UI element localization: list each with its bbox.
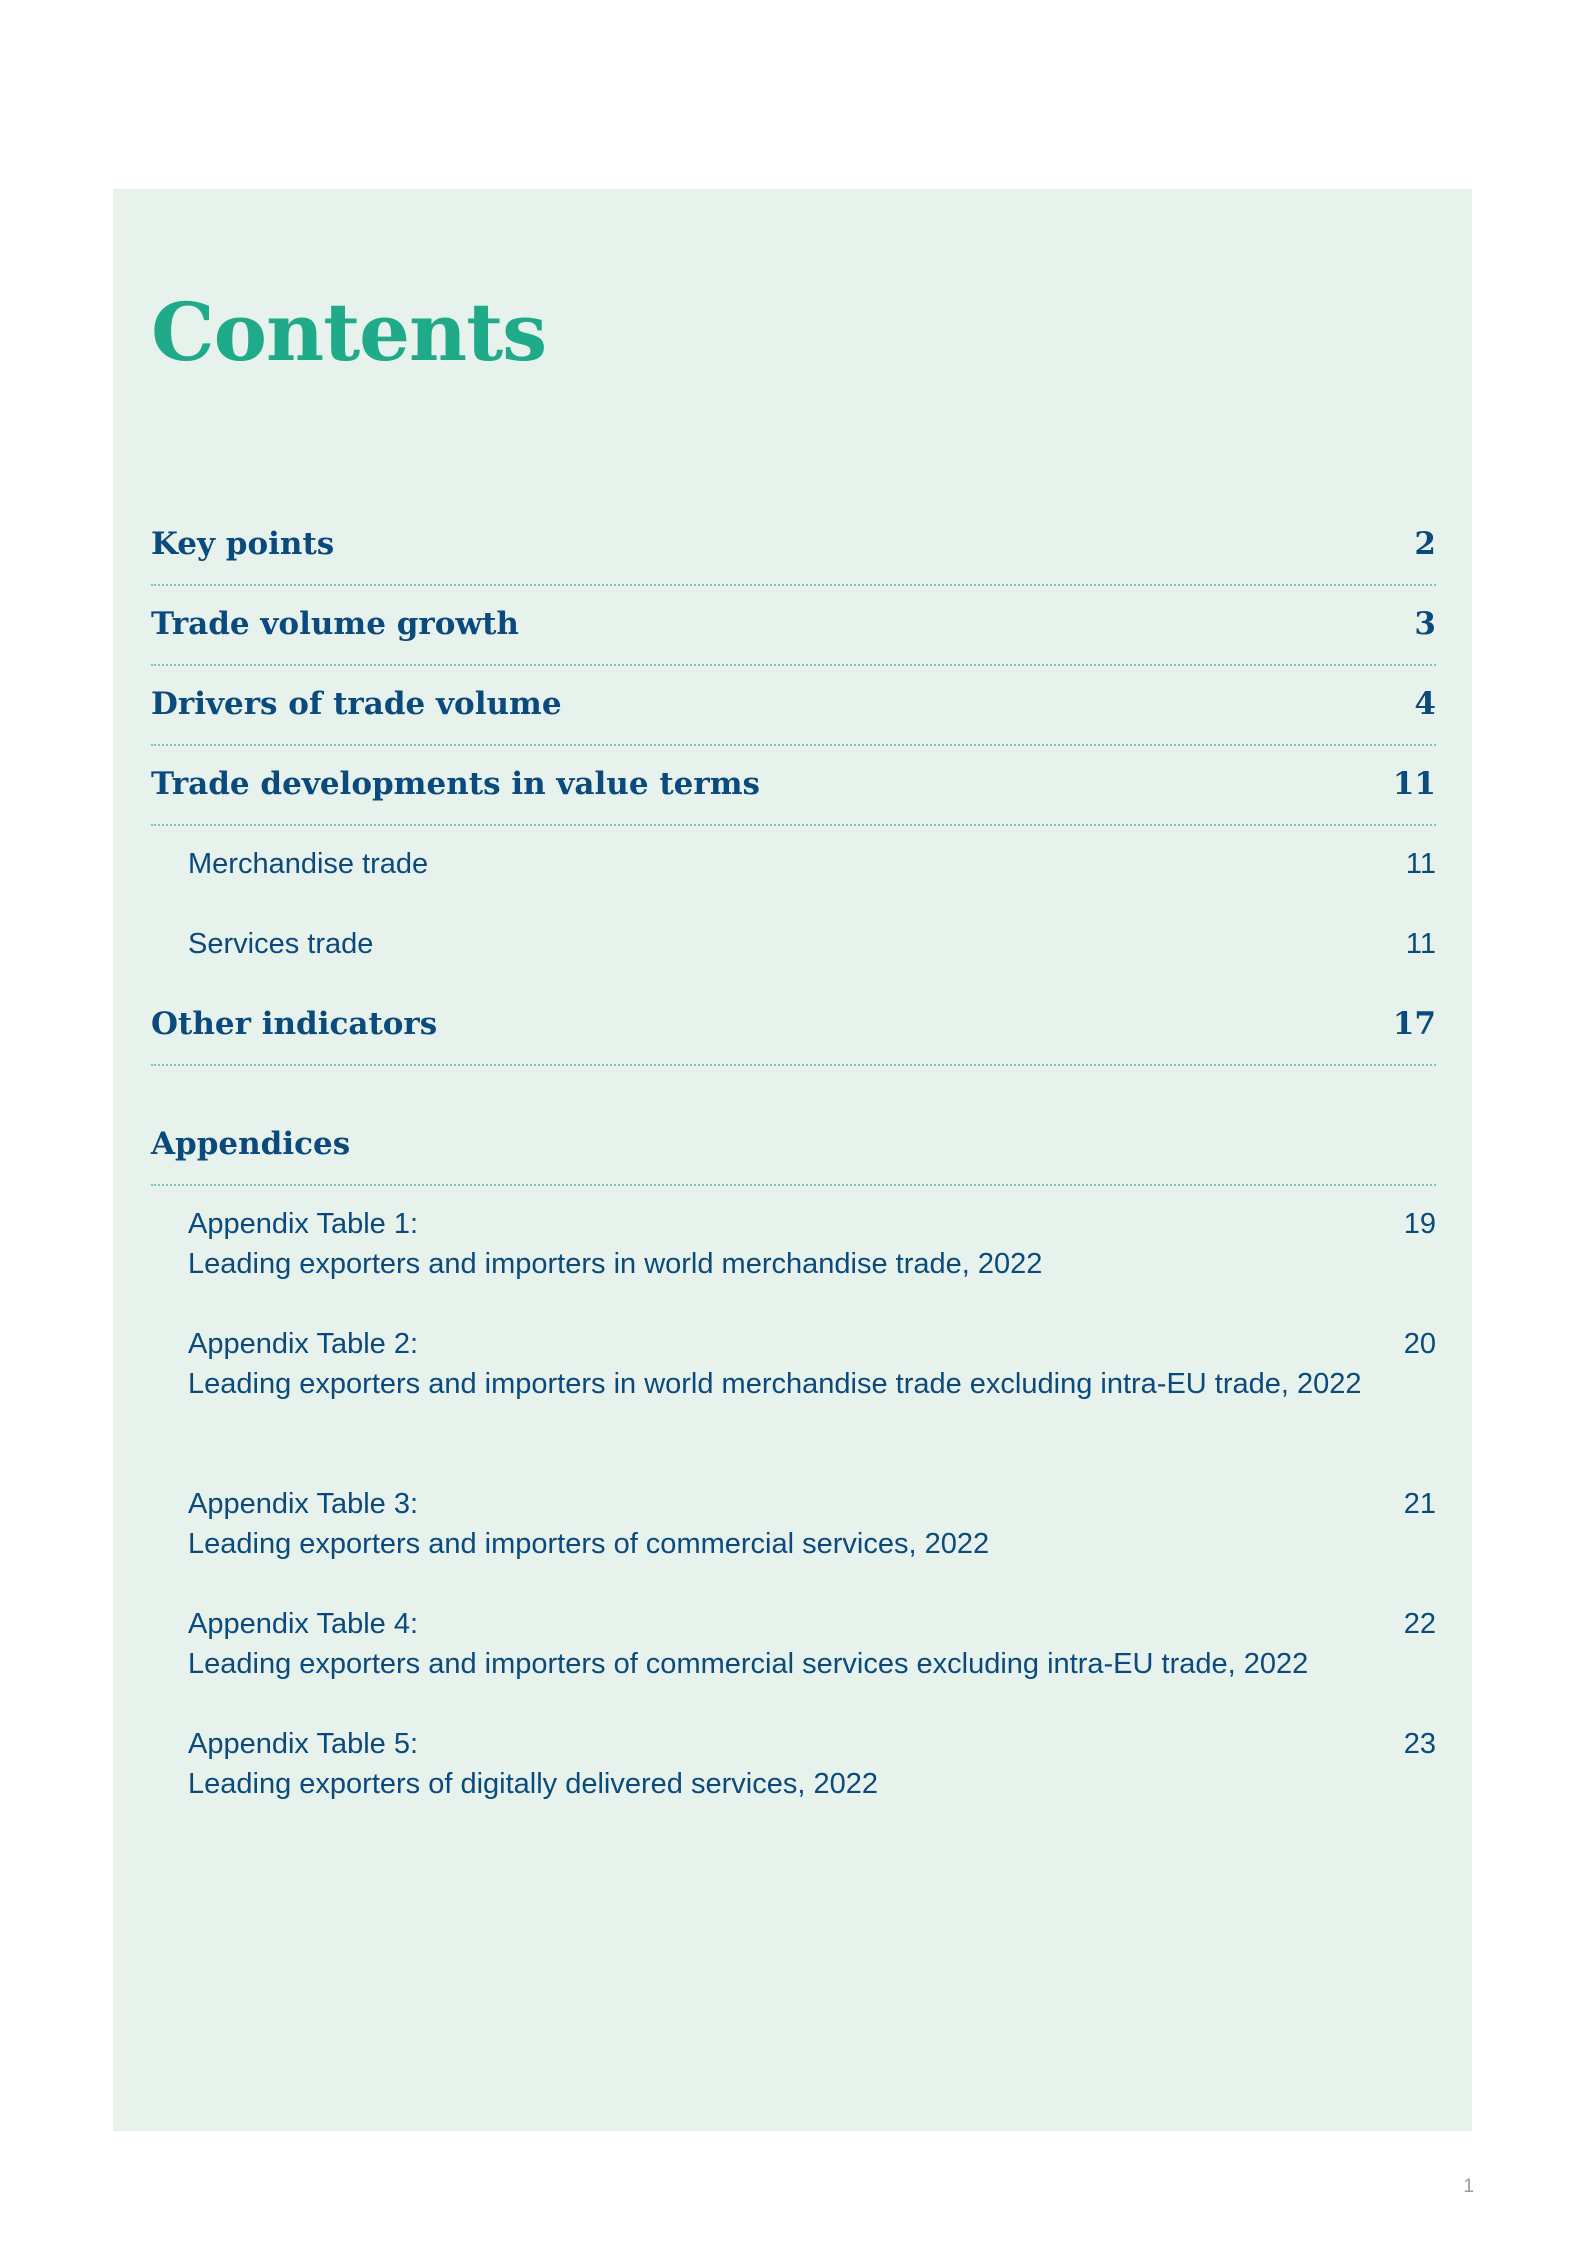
appendix-page: 22	[1403, 1608, 1436, 1640]
toc-subentry-page: 11	[1405, 928, 1436, 960]
appendix-label	[188, 1604, 1398, 1684]
toc-entry-page: 2	[1414, 526, 1436, 562]
appendix-title: Leading exporters of digitally delivered services, 2022	[188, 1768, 878, 1800]
appendix-number: Appendix Table 2:	[188, 1328, 419, 1360]
toc-entry-label: Trade volume growth	[151, 606, 519, 642]
toc-subentry-page: 11	[1405, 848, 1436, 880]
toc-heading-appendices	[151, 1106, 1436, 1186]
appendix-page: 20	[1403, 1328, 1436, 1360]
page-number: 1	[1463, 2176, 1474, 2197]
appendix-number: Appendix Table 1:	[188, 1208, 419, 1240]
appendix-label	[188, 1724, 1398, 1804]
appendix-label	[188, 1484, 1398, 1564]
toc-subentry-label: Merchandise trade	[188, 848, 429, 880]
toc-entry-key-points[interactable]	[151, 506, 1436, 586]
toc-entry-page: 11	[1392, 766, 1436, 802]
appendix-number: Appendix Table 4:	[188, 1608, 419, 1640]
appendix-title: Leading exporters and importers of commercial services excluding intra-EU trade, 2022	[188, 1648, 1309, 1680]
toc-entry-page: 4	[1414, 686, 1436, 722]
toc-entry-label: Other indicators	[151, 1006, 438, 1042]
toc-subentry-label: Services trade	[188, 928, 374, 960]
appendix-label	[188, 1204, 1398, 1284]
appendix-number: Appendix Table 5:	[188, 1728, 419, 1760]
toc-entry-page: 3	[1414, 606, 1436, 642]
appendix-label	[188, 1324, 1398, 1404]
toc-entry-drivers-of-trade-volume[interactable]	[151, 666, 1436, 746]
appendix-title: Leading exporters and importers in world merchandise trade, 2022	[188, 1248, 1043, 1280]
page-title: Contents	[151, 285, 547, 379]
appendix-page: 19	[1403, 1208, 1436, 1240]
toc-entry-label: Trade developments in value terms	[151, 766, 760, 802]
toc-entry-label: Key points	[151, 526, 335, 562]
toc-entry-trade-developments[interactable]	[151, 746, 1436, 826]
appendix-page: 23	[1403, 1728, 1436, 1760]
toc-entry-trade-volume-growth[interactable]	[151, 586, 1436, 666]
toc-entry-page: 17	[1392, 1006, 1436, 1042]
appendix-title: Leading exporters and importers of commercial services, 2022	[188, 1528, 990, 1560]
appendix-title: Leading exporters and importers in world merchandise trade excluding intra-EU trade, 2022	[188, 1368, 1362, 1400]
appendix-page: 21	[1403, 1488, 1436, 1520]
appendix-number: Appendix Table 3:	[188, 1488, 419, 1520]
toc-entry-other-indicators[interactable]	[151, 986, 1436, 1066]
toc-entry-label: Drivers of trade volume	[151, 686, 562, 722]
appendices-heading: Appendices	[151, 1126, 351, 1162]
